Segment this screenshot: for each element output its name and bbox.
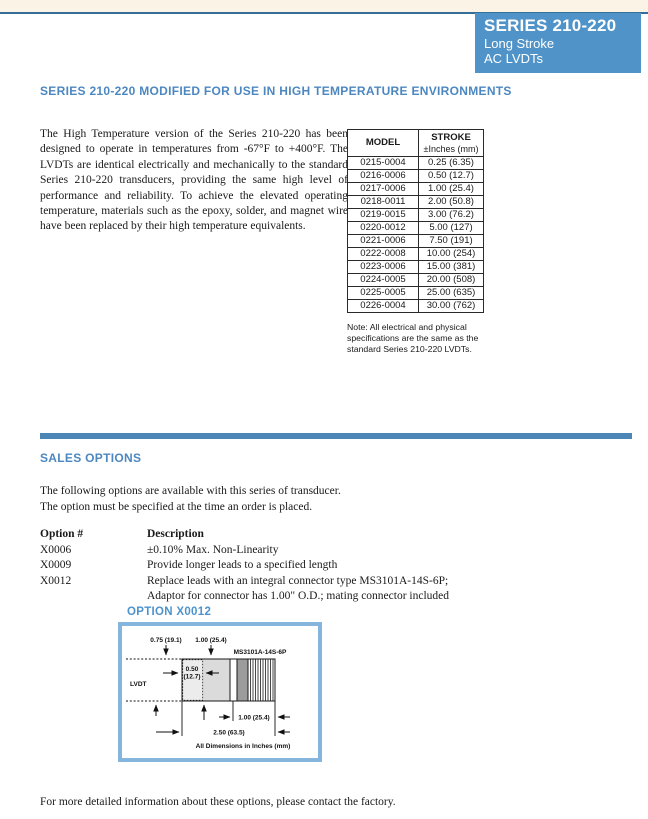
stroke-table-header-row (348, 130, 484, 157)
table-note: Note: All electrical and physical specifications are the same as the standard Series 210-220 LVDTs. (347, 322, 479, 354)
model-cell: 0223-0006 (348, 261, 419, 274)
model-cell: 0222-0008 (348, 248, 419, 261)
option-row (40, 589, 449, 605)
stroke-cell: 0.50 (12.7) (419, 170, 484, 183)
sales-options-intro (40, 484, 341, 515)
table-row (348, 300, 484, 313)
option-description: ±0.10% Max. Non-Linearity (147, 543, 279, 556)
model-cell: 0225-0005 (348, 287, 419, 300)
stroke-cell: 10.00 (254) (419, 248, 484, 261)
model-cell: 0215-0004 (348, 157, 419, 170)
model-cell: 0216-0006 (348, 170, 419, 183)
stroke-cell: 3.00 (76.2) (419, 209, 484, 222)
stroke-cell: 1.00 (25.4) (419, 183, 484, 196)
connector-type-label: MS3101A-14S-6P (233, 649, 287, 656)
model-cell: 0217-0006 (348, 183, 419, 196)
stroke-cell: 2.00 (50.8) (419, 196, 484, 209)
lvdt-label: LVDT (130, 681, 147, 688)
dim-250-label: 2.50 (63.5) (213, 729, 245, 737)
table-row (348, 235, 484, 248)
dim-075-label: 0.75 (19.1) (150, 637, 182, 644)
stroke-cell: 25.00 (635) (419, 287, 484, 300)
table-row (348, 157, 484, 170)
option-id: X0009 (40, 559, 72, 571)
series-title: SERIES 210-220 (484, 16, 617, 35)
section-divider-bar (40, 433, 632, 439)
intro-line-2: The option must be specified at the time an order is placed. (40, 500, 313, 513)
stroke-cell: 20.00 (508) (419, 274, 484, 287)
model-cell: 0226-0004 (348, 300, 419, 313)
model-cell: 0220-0012 (348, 222, 419, 235)
table-row (348, 170, 484, 183)
option-id (40, 589, 147, 605)
option-description: Replace leads with an integral connector type MS3101A-14S-6P; (147, 574, 449, 587)
table-row (348, 196, 484, 209)
description-header: Description (147, 528, 204, 540)
table-row (348, 287, 484, 300)
sales-options-heading: SALES OPTIONS (40, 451, 142, 465)
model-column-header (348, 130, 419, 157)
model-cell: 0221-0006 (348, 235, 419, 248)
model-header-label: MODEL (365, 137, 401, 148)
option-row (40, 543, 449, 559)
option-x0012-label: OPTION X0012 (127, 606, 212, 618)
stroke-cell: 0.25 (6.35) (419, 157, 484, 170)
option-x0012-diagram (118, 622, 322, 762)
option-id: X0006 (40, 543, 72, 556)
dim-050-label-1: 0.50 (185, 666, 199, 673)
dim-100-top-label: 1.00 (25.4) (195, 637, 227, 644)
table-row (348, 222, 484, 235)
stroke-cell: 15.00 (381) (419, 261, 484, 274)
table-row (348, 261, 484, 274)
connector-gap-ring (230, 659, 237, 701)
dim-050-label-2: (12.7) (183, 673, 201, 681)
model-cell: 0224-0005 (348, 274, 419, 287)
stroke-subheader-label: ±Inches (mm) (423, 143, 479, 154)
high-temp-heading: SERIES 210-220 MODIFIED FOR USE IN HIGH TEMPERATURE ENVIRONMENTS (40, 84, 512, 98)
high-temp-paragraph: The High Temperature version of the Series 210-220 has been designed to operate in temperatures from -67°F to +400°F. The LVDTs are identical electrically and mechanically to the standard Series 210-220 transducers, providing the same high level of performance and reliability. To achieve the elevated operating temperature, materials such as the epoxy, solder, and magnet wire have been replaced by their high temperature equivalents. (40, 128, 348, 233)
table-row (348, 274, 484, 287)
lvdt-connector-drawing (122, 626, 318, 758)
connector-band (237, 659, 248, 701)
option-id: X0012 (40, 574, 72, 587)
intro-line-1: The following options are available with this series of transducer. (40, 485, 341, 497)
options-header-row (40, 527, 449, 543)
stroke-table (347, 129, 484, 313)
table-row (348, 248, 484, 261)
connector-shell (248, 659, 275, 701)
series-subtitle-1: Long Stroke (484, 36, 555, 51)
option-description: Adaptor for connector has 1.00" O.D.; mating connector included (147, 590, 450, 602)
stroke-header-label: STROKE (431, 131, 471, 143)
stroke-cell: 5.00 (127) (419, 222, 484, 235)
stroke-cell: 30.00 (762) (419, 300, 484, 313)
model-cell: 0219-0015 (348, 209, 419, 222)
option-row (40, 558, 449, 574)
series-title-box (475, 13, 641, 73)
model-cell: 0218-0011 (348, 196, 419, 209)
option-number-header: Option # (40, 528, 84, 540)
option-description: Provide longer leads to a specified length (147, 559, 338, 571)
footer-note: For more detailed information about these options, please contact the factory. (40, 796, 396, 808)
dimensions-caption: All Dimensions in Inches (mm) (195, 743, 291, 750)
table-row (348, 183, 484, 196)
dim-100-bottom-label: 1.00 (25.4) (238, 714, 270, 722)
top-margin-strip (0, 0, 648, 12)
series-subtitle-2: AC LVDTs (484, 51, 543, 66)
stroke-cell: 7.50 (191) (419, 235, 484, 248)
stroke-column-header (419, 130, 484, 157)
table-row (348, 209, 484, 222)
option-row (40, 574, 449, 590)
options-list (40, 527, 449, 605)
